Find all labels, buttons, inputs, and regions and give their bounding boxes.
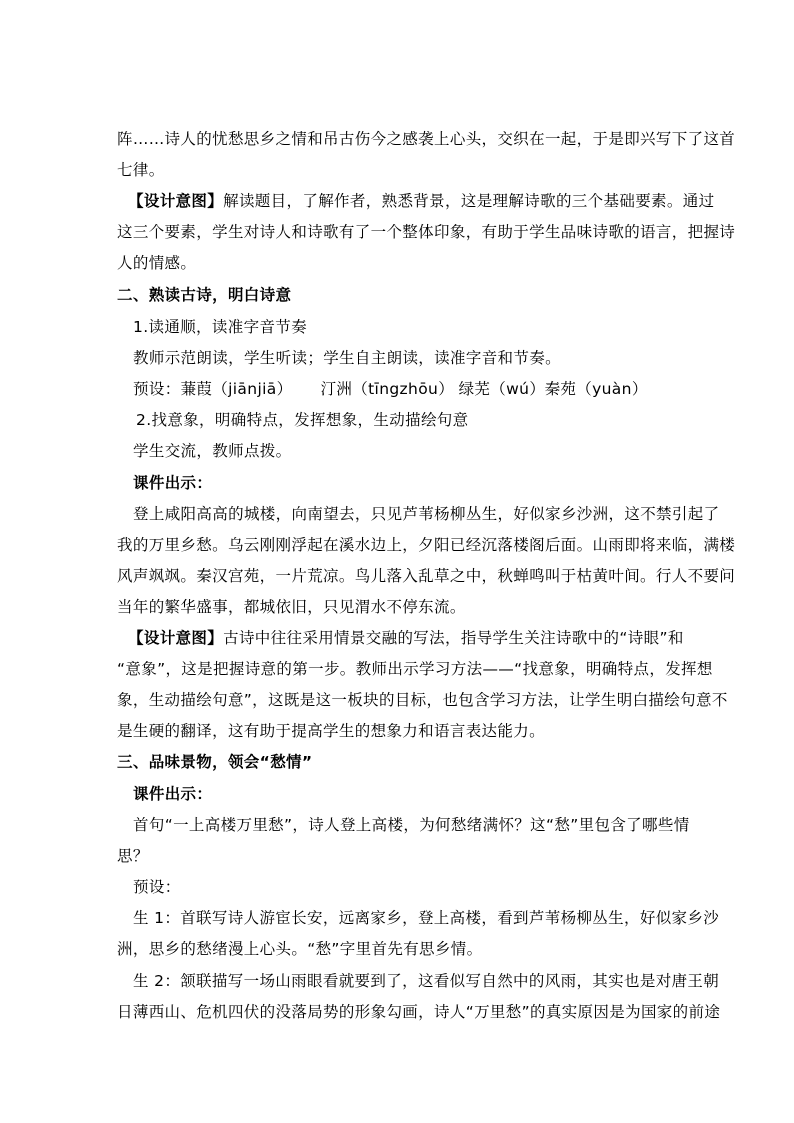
paragraph-line: “意象”，这是把握诗意的第一步。教师出示学习方法——“找意象，明确特点，发挥想 <box>117 660 713 678</box>
sub-heading: 1.读通顺，读准字音节奏 <box>133 318 307 336</box>
paragraph-line: 生 2：颔联描写一场山雨眼看就要到了，这看似写自然中的风雨，其实也是对唐王朝 <box>133 972 720 990</box>
paragraph-line: 是生硬的翻译，这有助于提高学生的想象力和语言表达能力。 <box>117 722 545 740</box>
paragraph-line: 登上咸阳高高的城楼，向南望去，只见芦苇杨柳丛生，好似家乡沙洲，这不禁引起了 <box>133 505 720 523</box>
paragraph-line: 学生交流，教师点拨。 <box>133 442 292 460</box>
design-intent-label: 【设计意图】 <box>128 192 224 210</box>
paragraph-line: 人的情感。 <box>117 254 197 272</box>
section-heading: 三、品味景物，领会“愁情” <box>117 753 313 771</box>
design-intent-paragraph <box>128 191 728 211</box>
preset-label: 预设： <box>133 878 181 896</box>
paragraph-line: 教师示范朗读，学生听读；学生自主朗读，读准字音和节奏。 <box>133 349 561 367</box>
paragraph-line: 日薄西山、危机四伏的没落局势的形象勾画，诗人“万里愁”的真实原因是为国家的前途 <box>117 1003 721 1021</box>
pinyin-item: 汀洲（tīngzhōu） <box>320 380 455 398</box>
sub-heading: 2.找意象，明确特点，发挥想象，生动描绘句意 <box>136 411 469 429</box>
paragraph-line: 七律。 <box>117 161 165 179</box>
paragraph-line: 阵……诗人的忧愁思乡之情和吊古伤今之感袭上心头，交织在一起，于是即兴写下了这首 <box>117 130 736 148</box>
design-intent-paragraph <box>128 628 728 648</box>
pinyin-item: 绿芜（wú） <box>458 380 546 398</box>
section-heading: 二、熟读古诗，明白诗意 <box>117 286 292 304</box>
pinyin-item: 蒹葭（jiānjiā） <box>180 380 293 398</box>
paragraph-line: 生 1：首联写诗人游宦长安，远离家乡，登上高楼，看到芦苇杨柳丛生，好似家乡沙 <box>133 909 720 927</box>
paragraph-line: 当年的繁华盛事，都城依旧，只见渭水不停东流。 <box>117 598 466 616</box>
paragraph-line: 这三个要素，学生对诗人和诗歌有了一个整体印象，有助于学生品味诗歌的语言，把握诗 <box>117 223 736 241</box>
paragraph-line: 洲，思乡的愁绪漫上心头。“愁”字里首先有思乡情。 <box>117 940 483 958</box>
paragraph-text: 解读题目，了解作者，熟悉背景，这是理解诗歌的三个基础要素。通过 <box>223 192 715 210</box>
pronunciation-row <box>133 379 733 399</box>
paragraph-line: 我的万里乡愁。乌云刚刚浮起在溪水边上，夕阳已经沉落楼阁后面。山雨即将来临，满楼 <box>117 536 736 554</box>
slide-label: 课件出示： <box>133 785 213 803</box>
paragraph-line: 象，生动描绘句意”，这既是这一板块的目标，也包含学习方法，让学生明白描绘句意不 <box>117 691 728 709</box>
preset-label: 预设： <box>133 380 181 398</box>
paragraph-line: 思？ <box>117 847 149 865</box>
design-intent-label: 【设计意图】 <box>128 629 224 647</box>
pinyin-item: 秦苑（yuàn） <box>544 380 648 398</box>
paragraph-line: 首句“一上高楼万里愁”，诗人登上高楼，为何愁绪满怀？这“愁”里包含了哪些情 <box>133 816 690 834</box>
paragraph-line: 风声飒飒。秦汉宫苑，一片荒凉。鸟儿落入乱草之中，秋蝉鸣叫于枯黄叶间。行人不要问 <box>117 567 736 585</box>
slide-label: 课件出示： <box>133 474 213 492</box>
paragraph-text: 古诗中往往采用情景交融的写法，指导学生关注诗歌中的“诗眼”和 <box>223 629 684 647</box>
